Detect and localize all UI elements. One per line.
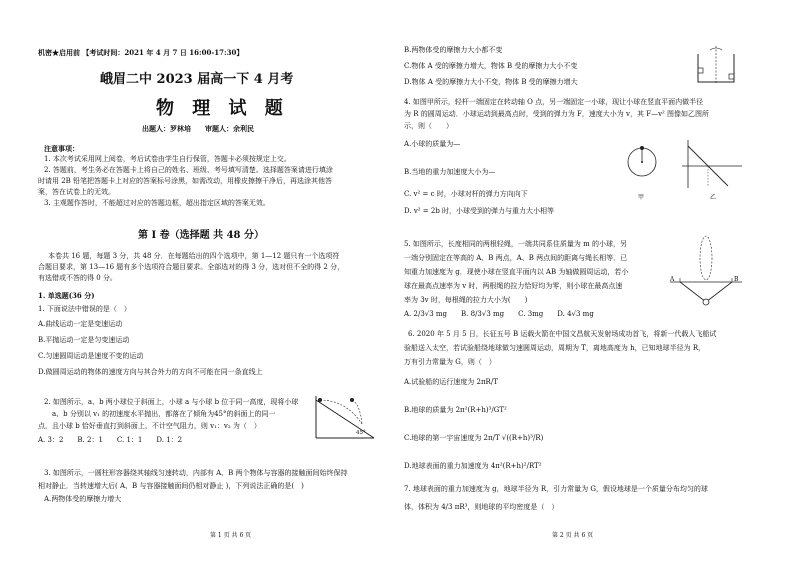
q4-option: B.当地的重力加速度大小为—: [404, 168, 496, 176]
q6-option: A.试验船的运行速度为 2πR/T: [404, 378, 498, 386]
q5-line: 知重力加速度为 g．现使小球在竖直平面内以 AB 为轴做圆周运动，若小: [404, 268, 629, 276]
q4-option: C. v² = c 时，小球对杆的弹力方向向下: [404, 190, 528, 198]
header-tag: 机密★启用前 【考试时间：2021 年 4 月 7 日 16:00-17:30】: [38, 48, 244, 57]
right-column: [404, 0, 754, 561]
q5-label-b: B: [734, 276, 739, 283]
q7-line: 7. 地球表面的重力加速度为 g，地球半径为 R，引力常量为 G，假设地球是一个质量分布均匀的球: [404, 485, 708, 493]
q2-line: a、b 分别以 v₁ 的初速度水平抛出，都落在了倾角为45°的斜面上的同一: [52, 410, 276, 418]
q1-option: A.曲线运动一定是变速运动: [38, 320, 123, 328]
q3-option: D.物体 A 受的摩擦力大小不变，物体 B 受的摩擦力增大: [404, 78, 578, 86]
q4-option: D. v² = 2b 时，小球受到的弹力与重力大小相等: [404, 207, 555, 215]
intro-line: 本卷共 16 题，每题 3 分，共 48 分．在每题给出的四个选项中，第 1—12 题只有一个选项符: [48, 252, 340, 260]
fig-jia-label: 甲: [638, 194, 645, 201]
q1-stem: 1. 下面说法中错误的是（ ）: [38, 305, 131, 313]
q6-option: C.地球的第一宇宙速度为 2π/T √((R+h)³/R): [404, 434, 544, 442]
q7-line: 体，体积为 4/3 πR³，则地球的平均密度是（ ）: [404, 503, 559, 511]
q6-option: B.地球的质量为 2π²(R+h)³/GT²: [404, 406, 507, 414]
q5-options: A. 2/3√3 mg B. 8/3√3 mg C. 3mg D. 4√3 mg: [404, 310, 594, 318]
q4-option: A.小球的质量为—: [404, 140, 461, 148]
q4-line: 示，则（ ）: [404, 122, 453, 130]
q3-cylinder-figure: [688, 44, 744, 86]
note-line: 3. 主观题作答时，不能超过对应的答题边框，超出指定区域的答案无效。: [44, 199, 270, 207]
q4-line: 4. 如图甲所示，轻杆一端固定在转动轴 O 点，另一端固定一小球，现让小球在竖直平面内做半径: [404, 98, 704, 106]
q4-line: 为 R 的圆周运动．小球运动到最高点时，受到的弹力为 F，速度大小为 v，其 F—v² 图像如乙图所: [404, 110, 710, 118]
q3-line: 相对静止．当转速增大后( A、B 与容器接触面间仍相对静止 )，下列说法正确的是( ): [38, 482, 304, 490]
q6-line: 验船送入太空，若试验船绕地球做匀速圆周运动，周期为 T，离地高度为 h，已知地球半径为 R，: [404, 344, 706, 352]
q4-circle-figure: [622, 140, 662, 190]
q6-line: 万有引力常量为 G，则（ ）: [404, 358, 496, 366]
note-line: 时请用 2B 铅笔把答题卡上对应的答案标号涂黑，如需改动，用橡皮擦擦干净后，再选涂其他答: [38, 177, 333, 185]
q2-angle-label: 45°: [356, 430, 366, 436]
notes-title: 注意事项：: [44, 144, 79, 153]
exam-subtitle: 物 理 试 题: [156, 98, 289, 119]
q3-option: C.物体 A 受的摩擦力增大，物体 B 受的摩擦力大小不变: [404, 62, 578, 70]
left-column: [38, 0, 386, 561]
q5-line: 球在最高点速率为 v 时，两根绳的拉力恰好均为零，则小球在最高点速: [404, 282, 623, 290]
note-line: 案，答在试卷上的无效。: [38, 188, 115, 196]
q5-line: 率为 3v 时，每根绳的拉力大小为( ): [404, 296, 528, 304]
q2-line: 2. 如图所示，a、b 两小球位于斜面上，小球 a 与小球 b 位于同一高度，现将小球: [44, 398, 299, 406]
q5-label-a: A: [670, 276, 675, 283]
exam-title: 峨眉二中 2023 届高一下 4 月考: [100, 72, 294, 87]
q2-options: A. 3：2 B. 2：1 C. 1：1 D. 1：2: [38, 436, 183, 444]
q1-option: D.做圆周运动的物体的速度方向与其合外力的方向不可能在同一条直线上: [38, 368, 263, 376]
single-choice-heading: 1. 单选题(36 分): [38, 291, 95, 300]
fig-yi-label: 乙: [710, 194, 717, 201]
page-footer: 第 2 页 共 6 页: [552, 532, 594, 539]
authors: 出题人：罗林培 审题人：余利民: [142, 124, 254, 133]
intro-line: 合题目要求，第 13—16 题有多个选项符合题目要求。全部选对的得 3 分，选对但不全的得 2 分，: [38, 263, 345, 271]
q5-line: 5. 如图所示，长度相同的两根轻绳，一端共同系住质量为 m 的小球，另: [404, 240, 627, 248]
section-title: 第 I 卷（选择题 共 48 分）: [138, 230, 265, 241]
q3-line: A.两物体受的摩擦力增大: [44, 495, 122, 503]
q3-option: B.两物体受的摩擦力大小都不变: [404, 46, 503, 54]
q5-line: 一端分别固定在等高的 A、B 两点，A、B 两点间的距离与绳长相等．已: [404, 254, 628, 262]
q1-option: B.平抛运动一定是匀变速运动: [38, 336, 130, 344]
note-line: 2. 答题前，考生务必在答题卡上将自己的姓名、班级、考号填写清楚。选择题答案请进行填涂: [44, 166, 333, 174]
q6-line: 6. 2020 年 5 月 5 日，长征五号 B 运载火箭在中国文昌航天发射场成功首飞，将新一代载人飞船试: [408, 330, 717, 338]
q4-graph-figure: [678, 136, 746, 192]
q5-rope-figure: [666, 232, 746, 308]
q6-option: D.地球表面的重力加速度为 4π²(R+h)²/RT²: [404, 462, 542, 470]
note-line: 1. 本次考试采用网上阅卷，考后试卷由学生自行保管，答题卡必须按规定上交。: [44, 155, 291, 163]
page-footer: 第 1 页 共 6 页: [210, 532, 252, 539]
intro-line: 有选错或不答的得 0 分。: [38, 274, 117, 282]
q1-option: C.匀速圆周运动是速度不变的运动: [38, 352, 144, 360]
q2-line: 点，且小球 b 恰好垂直打到斜面上，不计空气阻力，则 v₁：v₂ 为（ ）: [38, 422, 261, 430]
q2-incline-figure: [312, 394, 378, 440]
q3-line: 3. 如图所示，一圆柱形容器绕其轴线匀速转动，内部有 A、B 两个物体与容器的接触面间始终保持: [44, 469, 348, 477]
